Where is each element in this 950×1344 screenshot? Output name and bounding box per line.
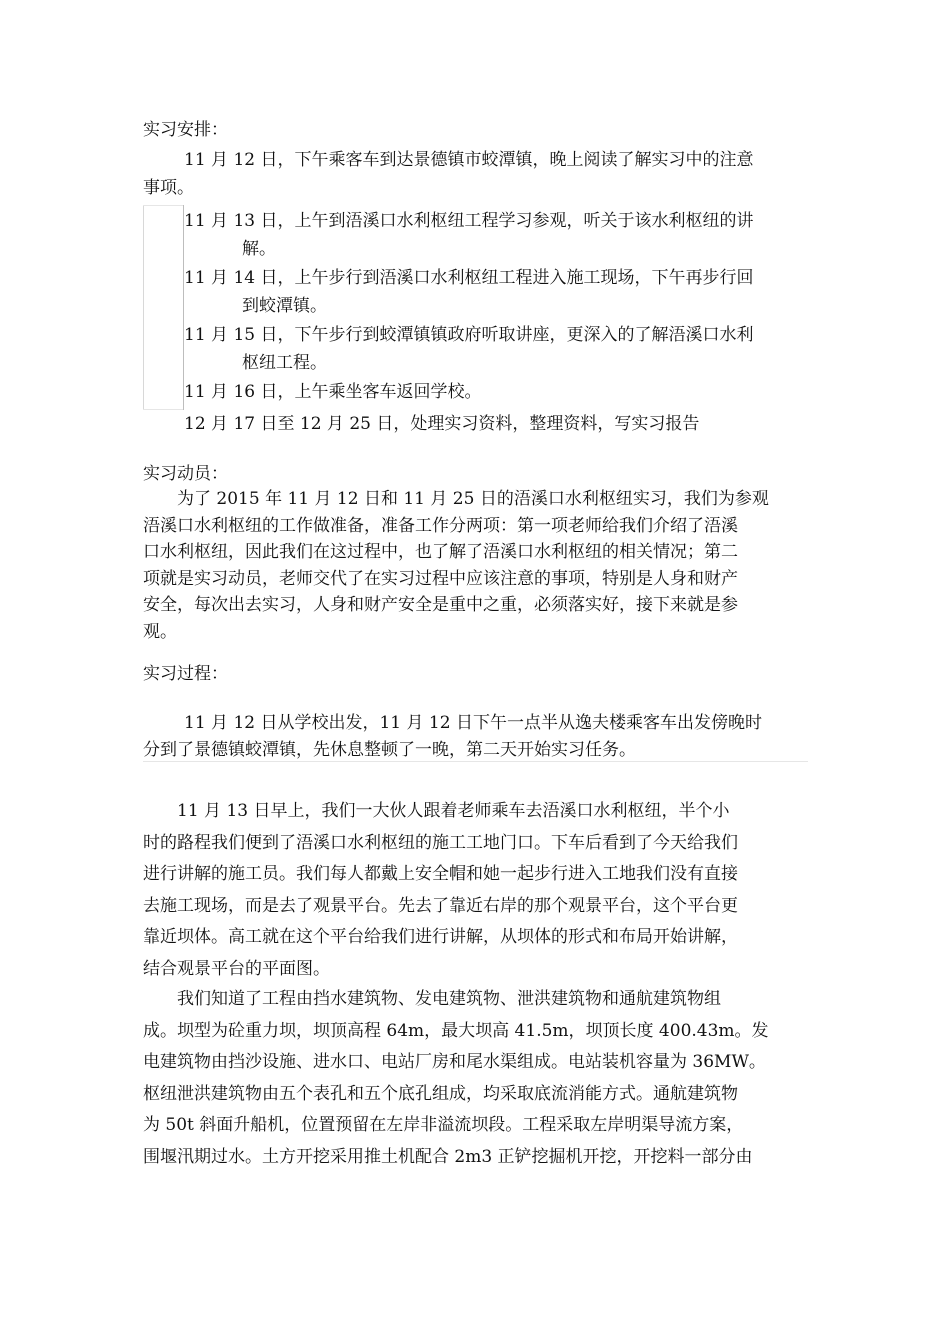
schedule-item-text: 11 月 14 日，上午步行到浯溪口水利枢纽工程进入施工现场，下午再步行回 <box>184 268 754 288</box>
process-heading: 实习过程： <box>143 664 228 684</box>
project-line: 电建筑物由挡沙设施、进水口、电站厂房和尾水渠组成。电站装机容量为 36MW。 <box>143 1052 766 1072</box>
visit-line: 进行讲解的施工员。我们每人都戴上安全帽和她一起步行进入工地我们没有直接 <box>143 864 738 884</box>
schedule-top-rule <box>143 205 183 206</box>
arrangement-heading: 实习安排： <box>143 120 228 140</box>
schedule-list <box>184 207 809 406</box>
visit-line: 去施工现场，而是去了观景平台。先去了靠近右岸的那个观景平台，这个平台更 <box>143 895 738 916</box>
visit-line: 11 月 13 日早上，我们一大伙人跟着老师乘车去浯溪口水利枢纽，半个小 <box>177 801 730 821</box>
arrangement-intro-line: 11 月 12 日，下午乘客车到达景德镇市蛟潭镇，晚上阅读了解实习中的注意 <box>184 150 754 170</box>
mobilization-line: 项就是实习动员，老师交代了在实习过程中应该注意的事项，特别是人身和财产 <box>143 568 738 589</box>
project-line: 为 50t 斜面升船机，位置预留在左岸非溢流坝段。工程采取左岸明渠导流方案， <box>143 1115 744 1135</box>
schedule-item <box>184 378 809 406</box>
project-line: 枢纽泄洪建筑物由五个表孔和五个底孔组成，均采取底流消能方式。通航建筑物 <box>143 1083 738 1104</box>
arrangement-intro-line: 事项。 <box>143 178 194 198</box>
project-paragraph <box>143 984 813 1173</box>
mobilization-line: 浯溪口水利枢纽的工作做准备，准备工作分两项：第一项老师给我们介绍了浯溪 <box>143 515 738 536</box>
schedule-item-text: 11 月 13 日，上午到浯溪口水利枢纽工程学习参观，听关于该水利枢纽的讲 <box>184 211 754 231</box>
visit-line: 结合观景平台的平面图。 <box>143 958 330 979</box>
project-line: 成。坝型为砼重力坝，坝顶高程 64m，最大坝高 41.5m，坝顶长度 400.43m。发 <box>143 1020 769 1041</box>
schedule-item-text: 11 月 15 日，下午步行到蛟潭镇镇政府听取讲座，更深入的了解浯溪口水利 <box>184 325 754 345</box>
schedule-item-text: 到蛟潭镇。 <box>242 296 327 316</box>
visit-line: 时的路程我们便到了浯溪口水利枢纽的施工工地门口。下车后看到了今天给我们 <box>143 832 738 853</box>
schedule-item-text: 枢纽工程。 <box>242 353 327 373</box>
mobilization-paragraph <box>143 486 813 645</box>
mobilization-heading: 实习动员： <box>143 464 228 484</box>
schedule-bottom-rule <box>143 409 183 410</box>
project-line: 我们知道了工程由挡水建筑物、发电建筑物、泄洪建筑物和通航建筑物组 <box>177 989 721 1009</box>
schedule-left-rule <box>143 205 144 410</box>
schedule-item <box>184 264 809 321</box>
mobilization-line: 为了 2015 年 11 月 12 日和 11 月 25 日的浯溪口水利枢纽实习，我们为参观 <box>177 489 769 509</box>
mobilization-line: 口水利枢纽，因此我们在这过程中，也了解了浯溪口水利枢纽的相关情况；第二 <box>143 542 738 562</box>
schedule-item <box>184 321 809 378</box>
mobilization-line: 安全，每次出去实习，人身和财产安全是重中之重，必须落实好，接下来就是参 <box>143 595 738 615</box>
process-line: 11 月 12 日从学校出发，11 月 12 日下午一点半从逸夫楼乘客车出发傍晚时 <box>184 713 762 733</box>
section-divider <box>143 761 808 762</box>
project-line: 围堰汛期过水。土方开挖采用推土机配合 2m3 正铲挖掘机开挖，开挖料一部分由 <box>143 1146 753 1167</box>
visit-line: 靠近坝体。高工就在这个平台给我们进行讲解，从坝体的形式和布局开始讲解， <box>143 927 738 947</box>
arrangement-closing: 12 月 17 日至 12 月 25 日，处理实习资料，整理资料，写实习报告 <box>184 414 700 434</box>
mobilization-line: 观。 <box>143 621 177 642</box>
schedule-item <box>184 207 809 264</box>
schedule-item-text: 解。 <box>242 239 276 259</box>
schedule-item-text: 11 月 16 日，上午乘坐客车返回学校。 <box>184 382 482 402</box>
visit-paragraph <box>143 796 813 985</box>
process-line: 分到了景德镇蛟潭镇，先休息整顿了一晚，第二天开始实习任务。 <box>143 740 636 760</box>
